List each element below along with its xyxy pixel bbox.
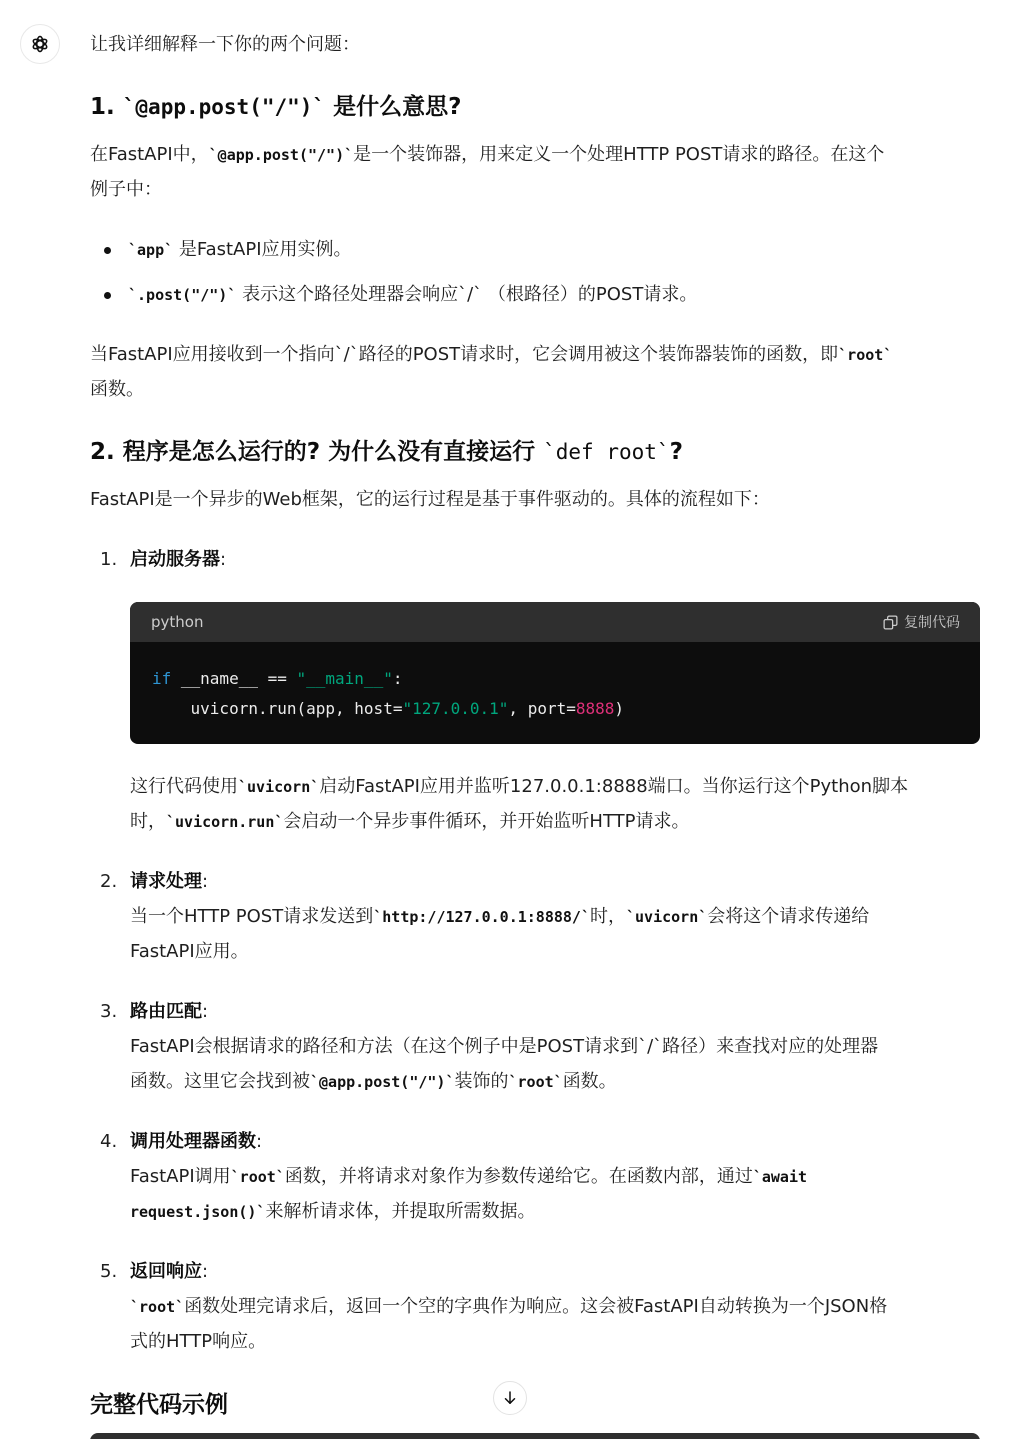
step3-line1: FastAPI会根据请求的路径和方法（在这个例子中是POST请求到`/`路径）来查找对应的处理器: [130, 1036, 879, 1057]
intro-text: 让我详细解释一下你的两个问题：: [90, 34, 360, 55]
step-number: 4.: [100, 1131, 118, 1152]
code-block-header: [130, 602, 980, 642]
step2-line1: 当一个HTTP POST请求发送到`http://127.0.0.1:8888/`时，`uvicorn`会将这个请求传递给: [130, 906, 870, 927]
code-line: if __name__ == "__main__":: [152, 669, 403, 688]
heading-code: `def root`: [543, 440, 670, 464]
inline-code: `@app.post("/")`: [208, 146, 354, 164]
step5-line1: `root`函数处理完请求后，返回一个空的字典作为响应。这会被FastAPI自动转换为一个JSON格: [130, 1296, 888, 1317]
code-line: uvicorn.run(app, host="127.0.0.1", port=8888): [152, 699, 625, 718]
step-title: 启动服务器:: [130, 549, 227, 570]
step-title: 调用处理器函数:: [130, 1131, 263, 1152]
code-block-header-partial: [90, 1433, 980, 1439]
step-number: 5.: [100, 1261, 118, 1282]
openai-logo-icon: [28, 32, 52, 56]
section1-para1-line1: 在FastAPI中，`@app.post("/")`是一个装饰器，用来定义一个处理HTTP POST请求的路径。在这个: [90, 144, 885, 165]
step4-line1: FastAPI调用`root`函数，并将请求对象作为参数传递给它。在函数内部，通过`await: [130, 1166, 808, 1187]
step5-line2: 式的HTTP响应。: [130, 1331, 267, 1352]
section1-para2-line1: 当FastAPI应用接收到一个指向`/`路径的POST请求时，它会调用被这个装饰器装饰的函数，即`root`: [90, 344, 893, 365]
step-number: 1.: [100, 549, 118, 570]
step1-desc-line2: 时，`uvicorn.run`会启动一个异步事件循环，并开始监听HTTP请求。: [130, 811, 690, 832]
step-title: 请求处理:: [130, 871, 209, 892]
copy-icon: [882, 614, 899, 631]
list-item: `.post("/")` 表示这个路径处理器会响应`/` （根路径）的POST请求。: [128, 284, 698, 305]
code-language-label: python: [151, 613, 204, 631]
code-block: [130, 602, 980, 744]
section1-para1-line2: 例子中：: [90, 179, 162, 200]
assistant-avatar: [20, 24, 60, 64]
section1-heading: 1. `@app.post("/")` 是什么意思?: [90, 94, 462, 120]
section3-heading: 完整代码示例: [90, 1392, 228, 1418]
scroll-to-bottom-button[interactable]: [493, 1381, 527, 1415]
step-title: 返回响应:: [130, 1261, 209, 1282]
section2-intro: FastAPI是一个异步的Web框架，它的运行过程是基于事件驱动的。具体的流程如下：: [90, 489, 770, 510]
copy-code-button[interactable]: [882, 612, 960, 632]
step3-line2: 函数。这里它会找到被`@app.post("/")`装饰的`root`函数。: [130, 1071, 617, 1092]
section1-para2-line2: 函数。: [90, 379, 144, 400]
step-title: 路由匹配:: [130, 1001, 209, 1022]
step1-desc-line1: 这行代码使用`uvicorn`启动FastAPI应用并监听127.0.0.1:8888端口。当你运行这个Python脚本: [130, 776, 909, 797]
list-item: `app` 是FastAPI应用实例。: [128, 239, 352, 260]
step4-line2: request.json()`来解析请求体，并提取所需数据。: [130, 1201, 536, 1222]
bullet-dot: [104, 247, 111, 254]
step-number: 2.: [100, 871, 118, 892]
section2-heading: 2. 程序是怎么运行的? 为什么没有直接运行 `def root`?: [90, 439, 683, 465]
arrow-down-icon: [501, 1389, 519, 1407]
code-content: [130, 642, 980, 744]
copy-code-label: 复制代码: [904, 615, 960, 631]
step-number: 3.: [100, 1001, 118, 1022]
bullet-dot: [104, 292, 111, 299]
heading-code: `@app.post("/")`: [122, 95, 326, 119]
step2-line2: FastAPI应用。: [130, 941, 249, 962]
